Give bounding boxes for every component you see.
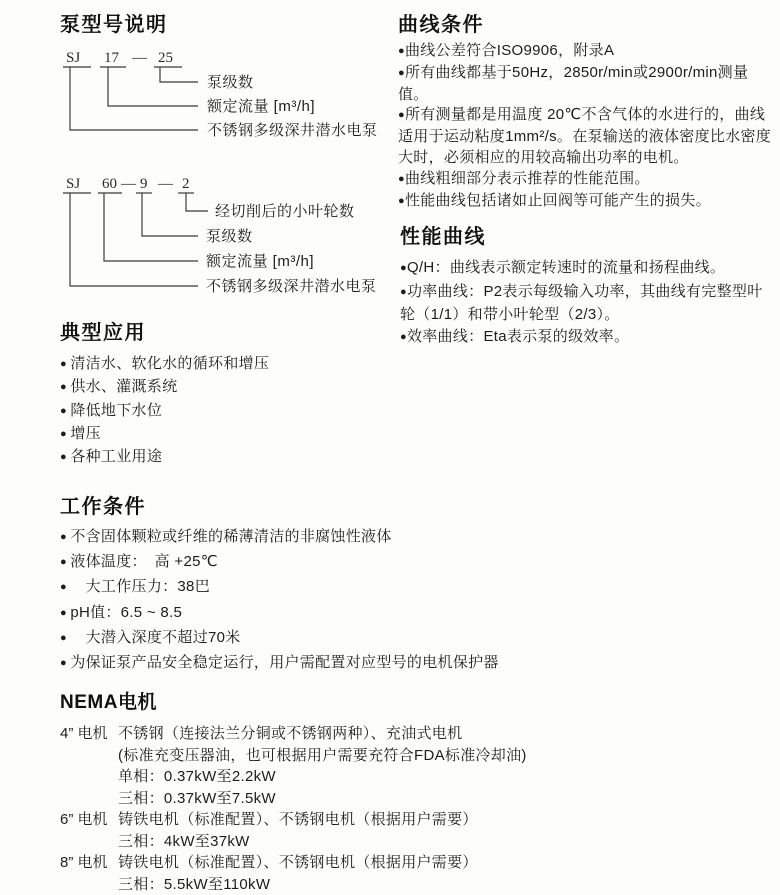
code-stages: 25 xyxy=(158,50,173,66)
section-performance-curves xyxy=(400,226,772,349)
typical-applications-title: 典型应用 xyxy=(60,322,146,344)
motor-spec-line: (标准充变压器油，也可根据用户需要充符合FDA标准冷却油) xyxy=(118,746,527,764)
list-item: ● 供水、灌溉系统 xyxy=(60,376,400,399)
motor-spec-line: 三相：5.5kW至110kW xyxy=(118,875,271,893)
motor-spec-line: 不锈钢（连接法兰分铜或不锈钢两种）、充油式电机 xyxy=(118,725,463,742)
code-stages: 9 xyxy=(140,176,148,192)
list-item: ● 清洁水、软化水的循环和增压 xyxy=(60,353,400,376)
motor-spec-line: 铸铁电机（标准配置）、不锈钢电机（根据用户需要） xyxy=(118,811,478,828)
list-item: ● 功率曲线：P2表示每级输入功率，其曲线有完整型叶轮（1/1）和带小叶轮型（2/3）。 xyxy=(400,281,772,326)
curve-conditions-list xyxy=(398,41,776,212)
code-impellers: 2 xyxy=(182,176,190,192)
list-item: ● 所有曲线都基于50Hz，2850r/min或2900r/min测量值。 xyxy=(398,63,776,106)
pump-code-diagram-sj-60-9-2 xyxy=(60,172,405,302)
motor-spec-line: 铸铁电机（标准配置）、不锈钢电机（根据用户需要） xyxy=(118,854,478,871)
label-trimmed-impellers: 经切削后的小叶轮数 xyxy=(215,203,355,220)
list-item: ● Q/H：曲线表示额定转速时的流量和扬程曲线。 xyxy=(400,257,772,281)
label-stage-count: 泵级数 xyxy=(206,228,253,245)
list-item: ● 增压 xyxy=(60,423,400,446)
connector-stages xyxy=(142,193,198,236)
list-item: ● 效率曲线：Eta表示泵的级效率。 xyxy=(400,326,772,350)
label-rated-flow: 额定流量 [m³/h] xyxy=(207,98,316,115)
motor-size: 4” 电机 xyxy=(60,725,108,742)
connector-impellers xyxy=(186,193,208,211)
curve-conditions-title: 曲线条件 xyxy=(398,14,484,36)
nema-row-8inch xyxy=(60,852,680,895)
motor-spec-line: 三相：0.37kW至7.5kW xyxy=(118,789,276,807)
code-dash: — xyxy=(132,50,147,66)
pump-model-title: 泵型号说明 xyxy=(60,14,168,36)
section-pump-model xyxy=(60,14,405,302)
list-item: ● 各种工业用途 xyxy=(60,446,400,469)
list-item: ● 大潜入深度不超过70米 xyxy=(60,626,600,651)
code-prefix: SJ xyxy=(66,50,81,66)
working-conditions-list xyxy=(60,525,600,676)
working-conditions-title: 工作条件 xyxy=(60,496,146,518)
typical-applications-list xyxy=(60,353,400,469)
list-item: ● 所有测量都是用温度 20℃不含气体的水进行的，曲线适用于运动粘度1mm²/s。在泵输送的液体密度比水密度大时，必须相应的用较高输出功率的电机。 xyxy=(398,105,776,168)
nema-row-4inch xyxy=(60,723,680,809)
code-dash-1: — xyxy=(121,176,136,192)
code-flow: 60 xyxy=(102,176,117,192)
list-item: ● 液体温度： 高 +25℃ xyxy=(60,550,600,575)
nema-row-6inch xyxy=(60,809,680,852)
performance-curves-title: 性能曲线 xyxy=(400,226,486,248)
label-pump-type: 不锈钢多级深井潜水电泵 xyxy=(206,278,377,295)
section-typical-applications xyxy=(60,322,400,469)
nema-motors-title: NEMA电机 xyxy=(60,692,157,713)
code-flow: 17 xyxy=(104,50,119,66)
list-item: ● 为保证泵产品安全稳定运行，用户需配置对应型号的电机保护器 xyxy=(60,651,600,676)
list-item: ● 曲线粗细部分表示推荐的性能范围。 xyxy=(398,169,776,191)
code-prefix: SJ xyxy=(66,176,81,192)
code-dash-2: — xyxy=(158,176,173,192)
label-pump-type: 不锈钢多级深井潜水电泵 xyxy=(207,122,378,139)
connector-flow xyxy=(104,193,198,261)
motor-size: 6” 电机 xyxy=(60,811,108,828)
section-working-conditions xyxy=(60,496,600,676)
connector-stages xyxy=(160,67,198,82)
list-item: ● 大工作压力：38巴 xyxy=(60,575,600,600)
label-rated-flow: 额定流量 [m³/h] xyxy=(206,253,315,270)
connector-flow xyxy=(108,67,198,106)
pump-code-diagram-sj-17-25 xyxy=(60,46,405,146)
motor-spec-line: 三相：4kW至37kW xyxy=(118,832,250,850)
motor-spec-lines xyxy=(118,852,680,895)
nema-motor-rows xyxy=(60,723,680,895)
list-item: ● pH值：6.5 ~ 8.5 xyxy=(60,601,600,626)
connector-type xyxy=(70,193,198,286)
list-item: ● 曲线公差符合ISO9906，附录A xyxy=(398,41,776,63)
list-item: ● 不含固体颗粒或纤维的稀薄清洁的非腐蚀性液体 xyxy=(60,525,600,550)
motor-size: 8” 电机 xyxy=(60,854,108,871)
section-nema-motors xyxy=(60,692,680,895)
list-item: ● 性能曲线包括诸如止回阀等可能产生的损失。 xyxy=(398,191,776,213)
motor-spec-lines xyxy=(118,809,680,852)
motor-spec-line: 单相：0.37kW至2.2kW xyxy=(118,768,276,785)
label-stage-count: 泵级数 xyxy=(207,74,254,91)
section-curve-conditions xyxy=(398,14,776,212)
performance-curves-list xyxy=(400,257,772,349)
motor-spec-lines xyxy=(118,723,680,809)
list-item: ● 降低地下水位 xyxy=(60,400,400,423)
connector-type xyxy=(70,67,198,130)
